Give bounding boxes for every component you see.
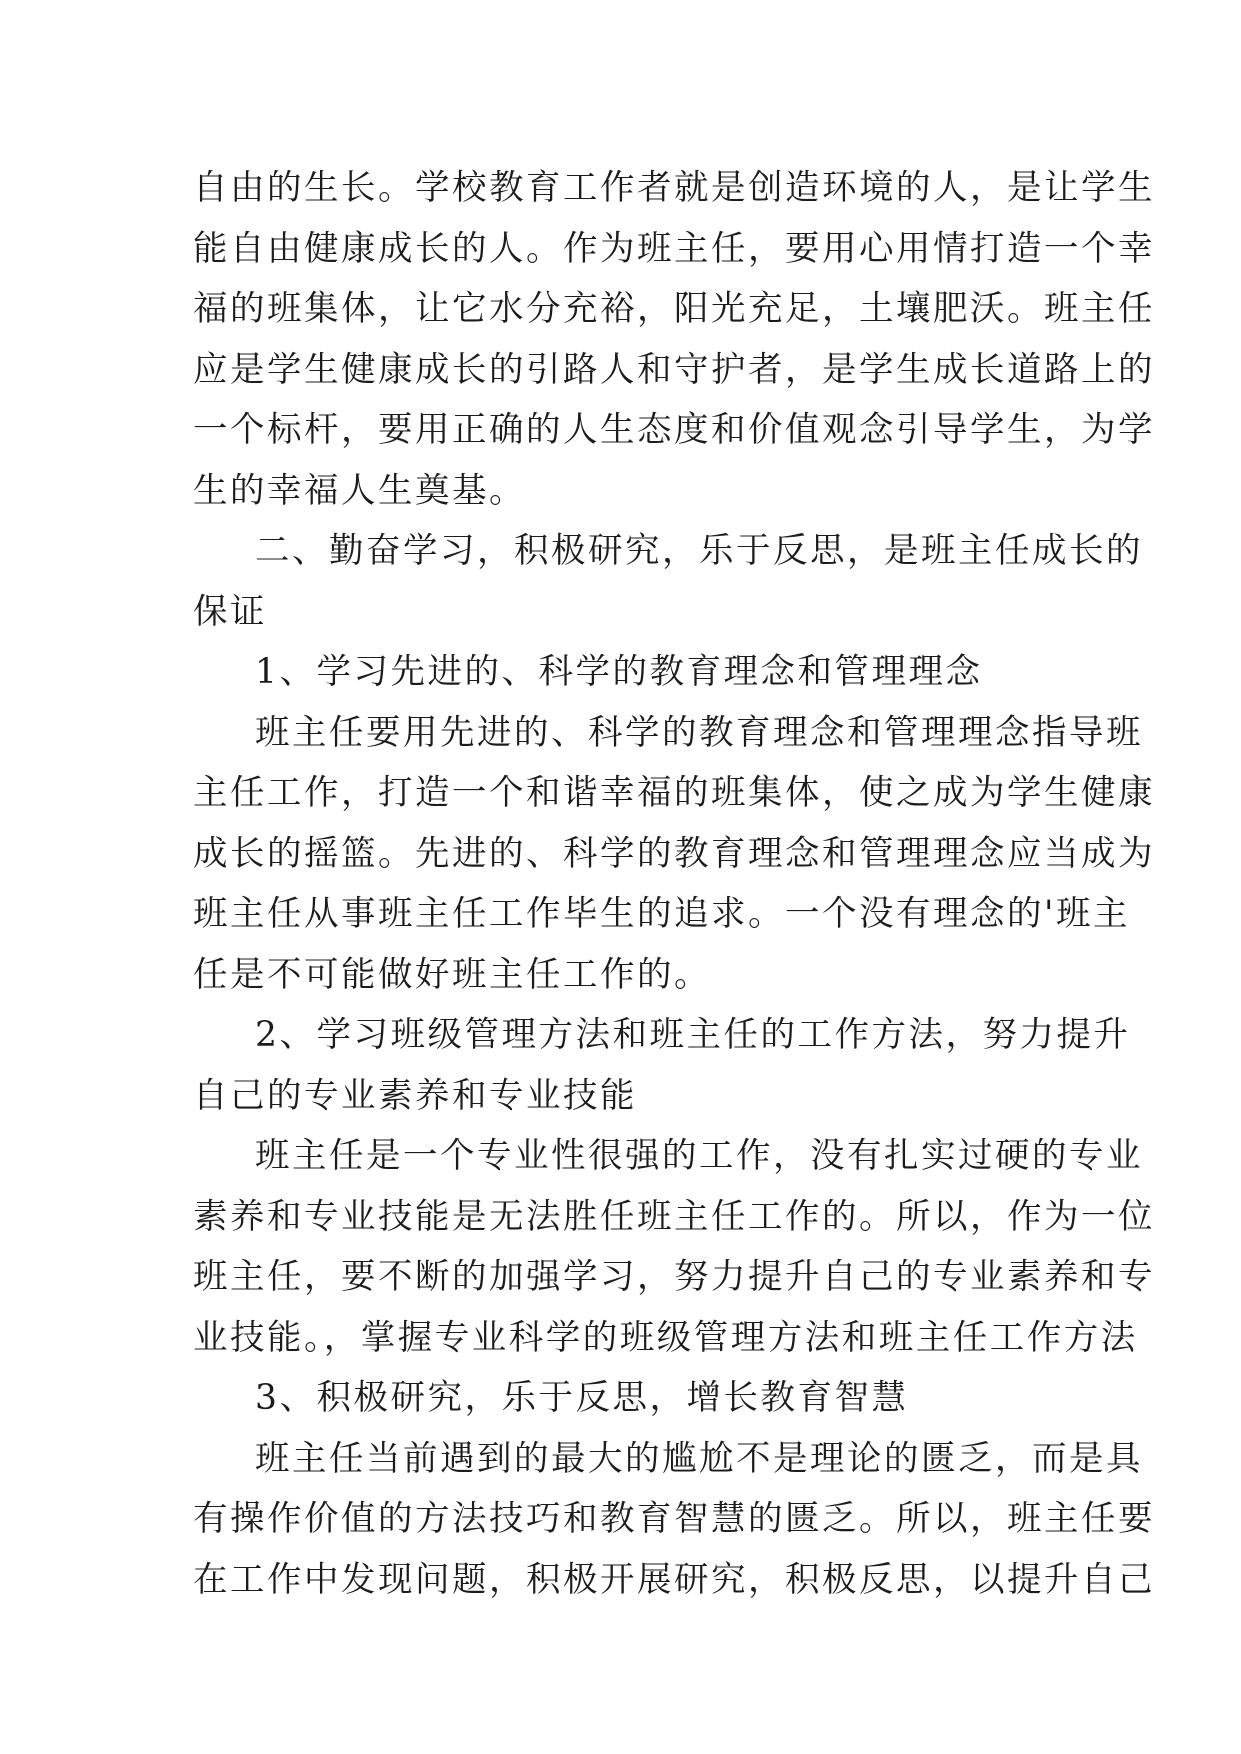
paragraph-line: 生的幸福人生奠基。	[193, 470, 526, 511]
subsection-heading: 2、学习班级管理方法和班主任的工作方法，努力提升	[255, 1015, 1131, 1055]
subsection-heading: 3、积极研究，乐于反思，增长教育智慧	[255, 1378, 909, 1418]
subsection-heading: 1、学习先进的、科学的教育理念和管理理念	[255, 652, 983, 692]
paragraph-line: 成长的摇篮。先进的、科学的教育理念和管理理念应当成为	[193, 833, 1155, 874]
paragraph-line: 班主任要用先进的、科学的教育理念和管理理念指导班	[255, 712, 1143, 753]
paragraph-line: 在工作中发现问题，积极开展研究，积极反思，以提升自己	[193, 1559, 1155, 1600]
subsection-heading-continued: 自己的专业素养和专业技能	[193, 1075, 637, 1116]
paragraph-line: 业技能。，掌握专业科学的班级管理方法和班主任工作方法	[193, 1317, 1138, 1358]
paragraph-line: 班主任是一个专业性很强的工作，没有扎实过硬的专业	[255, 1136, 1143, 1176]
paragraph-line: 一个标杆，要用正确的人生态度和价值观念引导学生，为学	[193, 410, 1155, 450]
paragraph-line: 班主任当前遇到的最大的尴尬不是理论的匮乏，而是具	[255, 1438, 1143, 1479]
section-heading: 二、勤奋学习，积极研究，乐于反思，是班主任成长的	[255, 531, 1143, 571]
paragraph-line: 应是学生健康成长的引路人和守护者，是学生成长道路上的	[193, 349, 1155, 390]
paragraph-line: 班主任，要不断的加强学习，努力提升自己的专业素养和专	[193, 1257, 1155, 1297]
paragraph-line: 自由的生长。学校教育工作者就是创造环境的人，是让学生	[193, 168, 1155, 208]
paragraph-line: 任是不可能做好班主任工作的。	[193, 954, 711, 995]
paragraph-line: 主任工作，打造一个和谐幸福的班集体，使之成为学生健康	[193, 773, 1155, 813]
body-text	[193, 158, 1155, 1610]
paragraph-line: 有操作价值的方法技巧和教育智慧的匮乏。所以，班主任要	[193, 1499, 1155, 1539]
paragraph-line: 能自由健康成长的人。作为班主任，要用心用情打造一个幸	[193, 228, 1155, 269]
paragraph-line: 素养和专业技能是无法胜任班主任工作的。所以，作为一位	[193, 1196, 1155, 1237]
paragraph-line: 班主任从事班主任工作毕生的追求。一个没有理念的'班主	[193, 894, 1130, 934]
paragraph-line: 福的班集体，让它水分充裕，阳光充足，土壤肥沃。班主任	[193, 289, 1155, 329]
section-heading-continued: 保证	[193, 591, 267, 632]
